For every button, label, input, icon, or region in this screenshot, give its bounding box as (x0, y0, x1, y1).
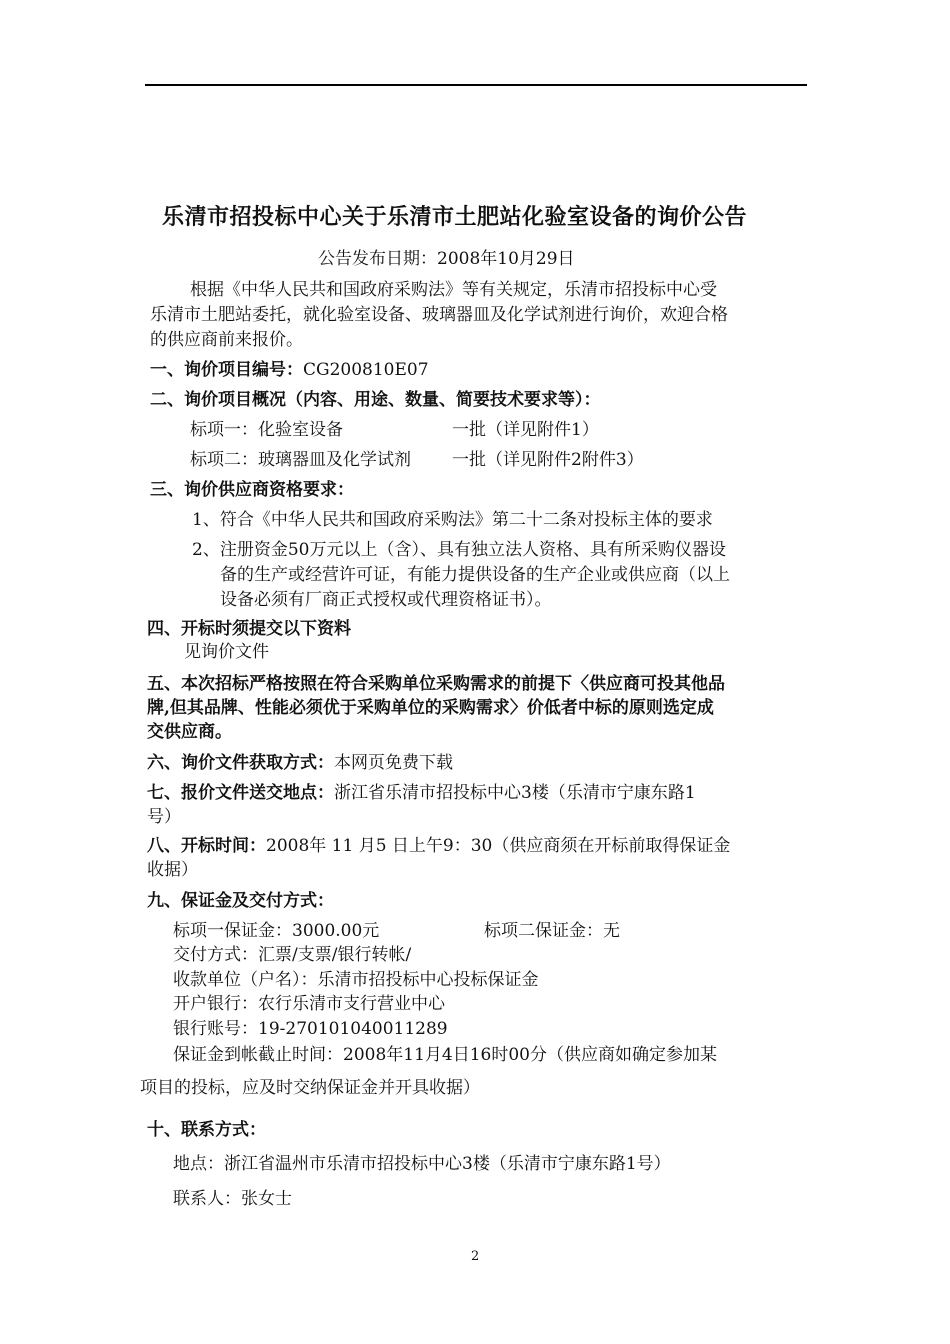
deposit-deadline-cont: 项目的投标，应及时交纳保证金并开具收据） (140, 1078, 480, 1098)
section-4-heading: 四、开标时须提交以下资料 (147, 619, 351, 639)
deposit-lot-2: 标项二保证金：无 (484, 921, 620, 941)
section-1 (150, 359, 429, 381)
lot-1-label: 标项一：化验室设备 (190, 420, 343, 440)
download-method: 本网页免费下载 (334, 753, 453, 773)
intro-line: 乐清市土肥站委托，就化验室设备、玻璃器皿及化学试剂进行询价，欢迎合格 (150, 305, 728, 325)
requirement-item: 1、符合《中华人民共和国政府采购法》第二十二条对投标主体的要求 (192, 510, 713, 530)
section-7 (147, 782, 696, 804)
section-3-heading: 三、询价供应商资格要求： (150, 480, 354, 500)
section-10-heading: 十、联系方式： (147, 1120, 266, 1140)
payee: 收款单位（户名）：乐清市招投标中心投标保证金 (173, 970, 539, 990)
section-5-line: 交供应商。 (147, 722, 232, 742)
intro-line: 的供应商前来报价。 (150, 330, 303, 350)
section-6-heading: 六、询价文件获取方式： (147, 753, 334, 773)
lot-2-detail: 一批（详见附件2附件3） (452, 450, 644, 470)
section-7-heading: 七、报价文件送交地点： (147, 783, 334, 803)
page-number: 2 (471, 1249, 480, 1264)
section-5-line: 五、本次招标严格按照在符合采购单位采购需求的前提下〈供应商可投其他品 (147, 674, 725, 694)
opening-time-cont: 收据） (147, 860, 198, 880)
section-8 (147, 835, 730, 857)
requirement-item: 2、注册资金50万元以上（含）、具有独立法人资格、具有所采购仪器设 (192, 540, 726, 560)
lot-1-detail: 一批（详见附件1） (452, 420, 599, 440)
requirement-item-cont: 设备必须有厂商正式授权或代理资格证书）。 (220, 590, 552, 610)
bank: 开户银行：农行乐清市支行营业中心 (173, 994, 445, 1014)
payment-method: 交付方式：汇票/支票/银行转帐/ (173, 945, 412, 965)
intro-line: 根据《中华人民共和国政府采购法》等有关规定，乐清市招投标中心受 (190, 280, 717, 300)
header-rule (145, 84, 807, 86)
submission-address-cont: 号） (147, 807, 181, 827)
section-4-body: 见询价文件 (184, 642, 269, 662)
section-2-heading: 二、询价项目概况（内容、用途、数量、简要技术要求等）： (150, 390, 601, 410)
deposit-lot-1: 标项一保证金：3000.00元 (173, 921, 380, 941)
contact-address: 地点：浙江省温州市乐清市招投标中心3楼（乐清市宁康东路1号） (173, 1154, 671, 1174)
account-number: 银行账号：19-270101040011289 (173, 1019, 448, 1039)
submission-address: 浙江省乐清市招投标中心3楼（乐清市宁康东路1 (334, 783, 696, 803)
notice-title: 乐清市招投标中心关于乐清市土肥站化验室设备的询价公告 (162, 204, 748, 230)
section-1-heading: 一、询价项目编号： (150, 360, 303, 380)
deposit-deadline: 保证金到帐截止时间：2008年11月4日16时00分（供应商如确定参加某 (173, 1045, 717, 1065)
section-8-heading: 八、开标时间： (147, 836, 266, 856)
lot-2-label: 标项二：玻璃器皿及化学试剂 (190, 450, 411, 470)
publish-date: 公告发布日期：2008年10月29日 (318, 249, 575, 269)
project-number: CG200810E07 (303, 360, 429, 380)
opening-time: 2008年 11 月5 日上午9：30（供应商须在开标前取得保证金 (266, 836, 731, 856)
contact-person: 联系人：张女士 (173, 1189, 292, 1209)
section-6 (147, 752, 453, 774)
section-9-heading: 九、保证金及交付方式： (147, 891, 334, 911)
requirement-item-cont: 备的生产或经营许可证，有能力提供设备的生产企业或供应商（以上 (220, 565, 730, 585)
section-5-line: 牌,但其品牌、性能必须优于采购单位的采购需求〉价低者中标的原则选定成 (147, 698, 714, 718)
